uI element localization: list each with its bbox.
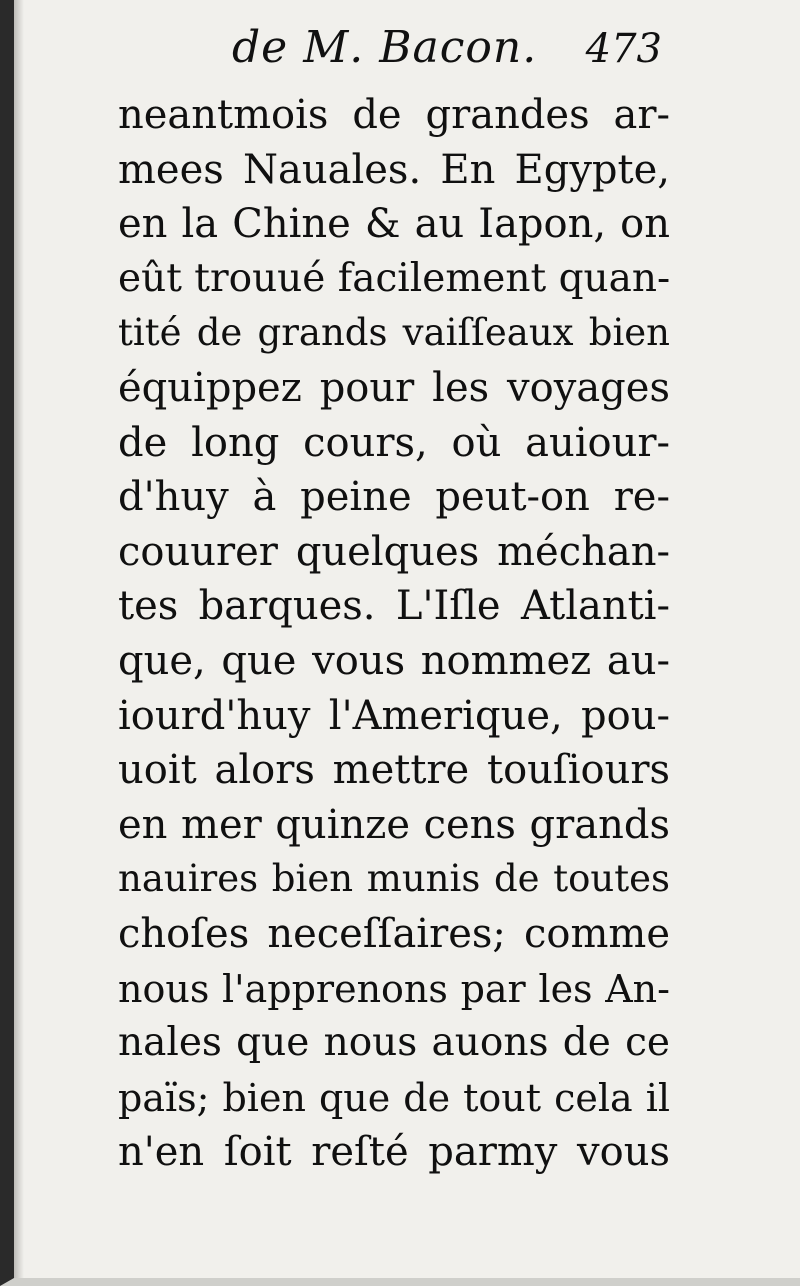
text-line: uoit alors mettre touſiours <box>118 747 670 794</box>
page-number: 473 <box>585 26 662 72</box>
text-line: iourd'huy l'Amerique, pou- <box>118 692 670 739</box>
page-gutter-shadow <box>14 0 24 1278</box>
text-line: couurer quelques méchan- <box>118 528 670 575</box>
text-line: d'huy à peine peut-on re- <box>118 474 670 521</box>
text-line: que, que vous nommez au- <box>118 637 670 684</box>
text-line: eût trouué facilement quan- <box>118 255 671 301</box>
body-text <box>118 88 670 1180</box>
text-line: en mer quinze cens grands <box>118 801 670 848</box>
text-line: païs; bien que de tout cela il <box>118 1075 670 1120</box>
text-line: en la Chine & au Iapon, on <box>118 201 670 248</box>
text-line: nales que nous auons de ce <box>118 1020 670 1066</box>
text-line: n'en ſoit reſté parmy vous <box>118 1129 670 1176</box>
text-line: neantmois de grandes ar- <box>118 92 670 138</box>
text-line: de long cours, où auiour- <box>118 419 670 466</box>
text-line: nous l'apprenons par les An- <box>118 966 670 1011</box>
text-line: équippez pour les voyages <box>118 364 670 411</box>
text-line: tité de grands vaiſſeaux bien <box>118 311 670 355</box>
text-line: choſes neceſſaires; comme <box>118 910 670 957</box>
running-title: de M. Bacon. <box>232 22 538 73</box>
text-line: nauires bien munis de toutes <box>118 857 670 901</box>
page-header <box>104 22 674 92</box>
text-line: mees Nauales. En Egypte, <box>118 146 670 193</box>
text-line: tes barques. L'Iſle Atlanti- <box>118 583 670 630</box>
